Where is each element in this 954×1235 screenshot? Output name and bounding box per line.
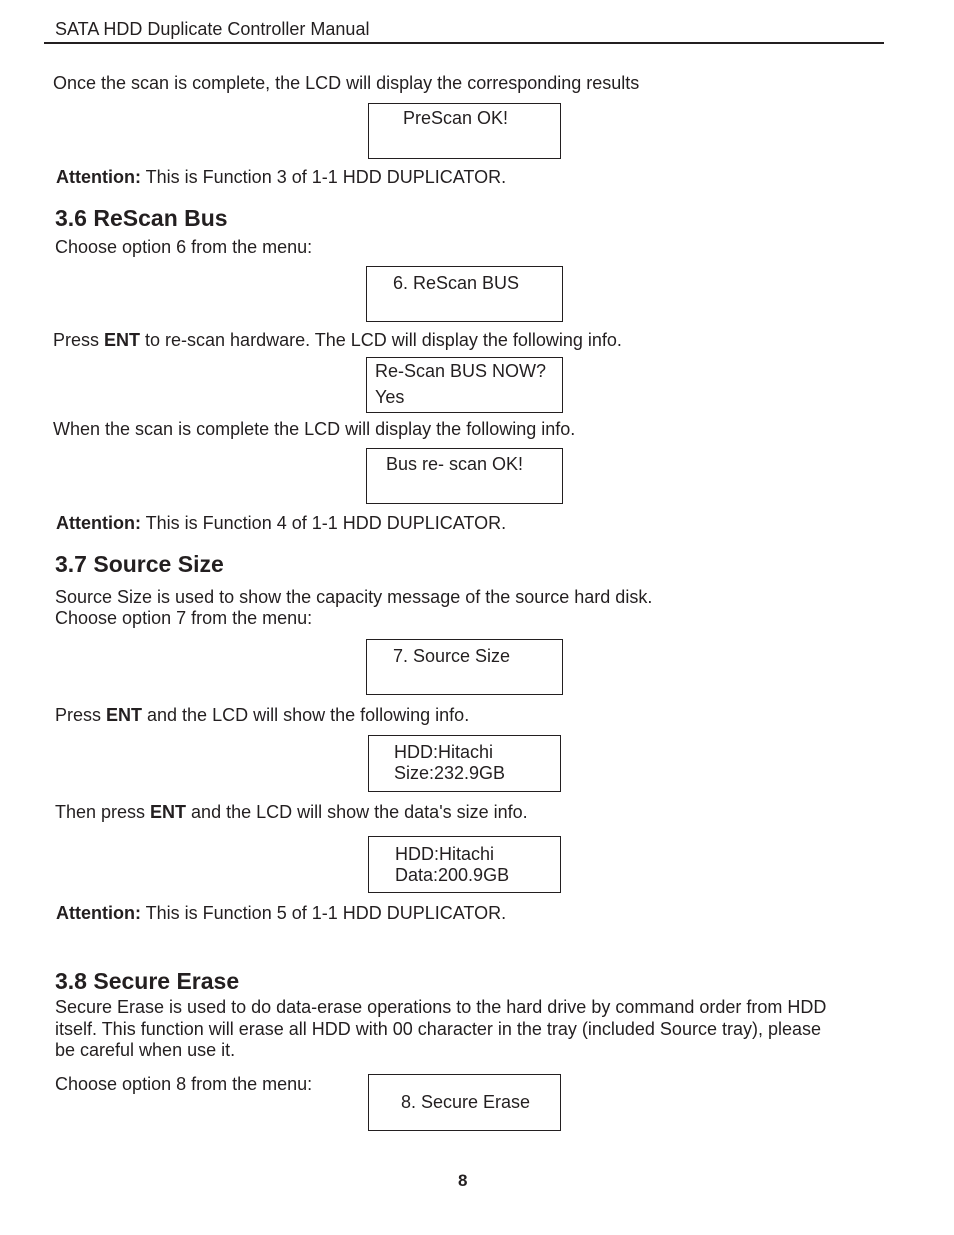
lcd-line: Data:200.9GB [395, 865, 510, 885]
attention-label: Attention: [56, 167, 141, 187]
s37-press [55, 704, 469, 726]
press-text: Press [55, 705, 107, 725]
s36-complete: When the scan is complete the LCD will display the following info. [53, 419, 576, 439]
press-text: and the LCD will show the data's size info. [186, 802, 528, 822]
lcd-line: 8. Secure Erase [401, 1092, 531, 1112]
s37-desc: Source Size is used to show the capacity message of the source hard disk. [55, 587, 653, 607]
lcd-line: 6. ReScan BUS [393, 273, 520, 293]
s37-then [55, 801, 528, 823]
attention-label: Attention: [56, 513, 141, 533]
page-number: 8 [458, 1171, 468, 1190]
lcd-rescan-done [366, 448, 563, 504]
press-text: to re-scan hardware. The LCD will display the following info. [140, 330, 622, 350]
attention-text: This is Function 3 of 1-1 HDD DUPLICATOR. [140, 167, 507, 187]
header-title: SATA HDD Duplicate Controller Manual [55, 19, 370, 39]
press-text: Press [53, 330, 105, 350]
attention-text: This is Function 4 of 1-1 HDD DUPLICATOR. [140, 513, 507, 533]
attention-note-3 [56, 166, 506, 188]
lcd-prescan [368, 103, 561, 159]
press-text: and the LCD will show the following info. [142, 705, 470, 725]
ent-key: ENT [150, 802, 187, 822]
header-rule [44, 42, 884, 44]
press-text: Then press [55, 802, 151, 822]
lcd-line: Yes [375, 387, 405, 407]
s38-choose: Choose option 8 from the menu: [55, 1074, 313, 1094]
lcd-source-data [368, 836, 561, 893]
attention-note-5 [56, 902, 506, 924]
section-heading-3-8: 3.8 Secure Erase [55, 968, 240, 994]
ent-key: ENT [106, 705, 143, 725]
s38-desc-line: Secure Erase is used to do data-erase operations to the hard drive by command order from HDD [55, 997, 827, 1017]
ent-key: ENT [104, 330, 141, 350]
lcd-source-size [368, 735, 561, 792]
intro-text: Once the scan is complete, the LCD will display the corresponding results [53, 73, 640, 93]
s36-press [53, 329, 622, 351]
attention-label: Attention: [56, 903, 141, 923]
lcd-line: HDD:Hitachi [395, 844, 495, 864]
attention-text: This is Function 5 of 1-1 HDD DUPLICATOR. [140, 903, 507, 923]
s36-choose: Choose option 6 from the menu: [55, 237, 313, 257]
lcd-rescan-menu [366, 266, 563, 322]
s37-choose: Choose option 7 from the menu: [55, 608, 313, 628]
lcd-line: PreScan OK! [403, 108, 509, 128]
lcd-line: 7. Source Size [393, 646, 511, 666]
s38-desc-line: itself. This function will erase all HDD with 00 character in the tray (included Source tray), please [55, 1019, 822, 1039]
lcd-erase-menu [368, 1074, 561, 1131]
section-heading-3-6: 3.6 ReScan Bus [55, 205, 228, 231]
lcd-line: Bus re- scan OK! [386, 454, 524, 474]
lcd-line: HDD:Hitachi [394, 742, 494, 762]
lcd-line: Re-Scan BUS NOW? [375, 361, 547, 381]
section-heading-3-7: 3.7 Source Size [55, 551, 224, 577]
lcd-source-menu [366, 639, 563, 695]
lcd-line: Size:232.9GB [394, 763, 506, 783]
lcd-rescan-confirm [366, 357, 563, 413]
attention-note-4 [56, 512, 506, 534]
s38-desc-line: be careful when use it. [55, 1040, 236, 1060]
